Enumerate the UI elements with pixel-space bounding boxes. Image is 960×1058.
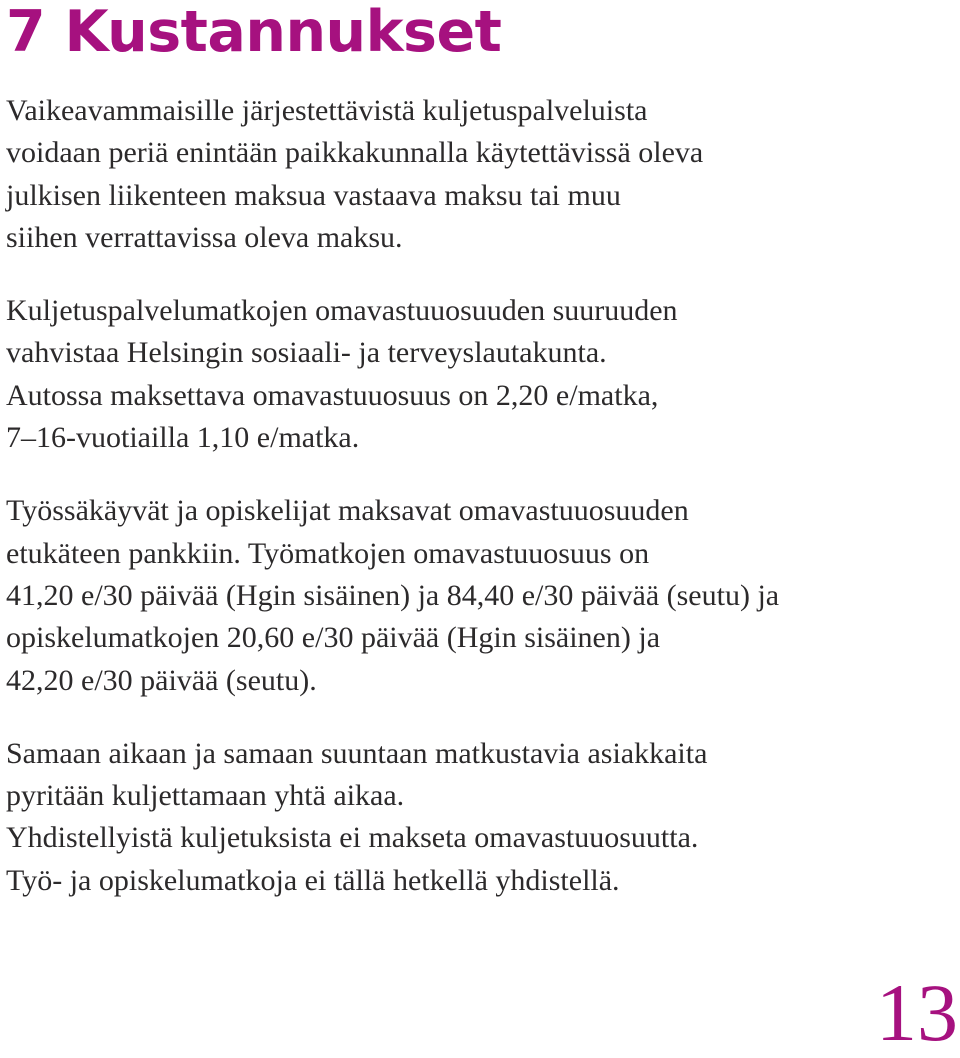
paragraph-line: Samaan aikaan ja samaan suuntaan matkustavia asiakkaita [6, 736, 708, 770]
paragraph-line: Vaikeavammaisille järjestettävistä kuljetuspalveluista [6, 94, 648, 127]
paragraph-line: voidaan periä enintään paikkakunnalla käytettävissä oleva [6, 136, 704, 170]
paragraph-line: Yhdistellyistä kuljetuksista ei makseta omavastuuosuutta. [6, 821, 699, 855]
paragraph-line: Työ- ja opiskelumatkoja ei tällä hetkellä yhdistellä. [6, 863, 620, 897]
page-number: 13 [876, 967, 958, 1058]
paragraph-deductible [6, 290, 954, 459]
paragraph-line: vahvistaa Helsingin sosiaali- ja terveyslautakunta. [6, 336, 607, 370]
page-title: 7 Kustannukset [6, 0, 502, 65]
paragraph-line: Työssäkäyvät ja opiskelijat maksavat omavastuuosuuden [6, 494, 689, 528]
paragraph-fees [6, 90, 954, 259]
paragraph-line: 7–16-vuotiailla 1,10 e/matka. [6, 421, 360, 455]
body-text [6, 90, 954, 933]
paragraph-line: opiskelumatkojen 20,60 e/30 päivää (Hgin sisäinen) ja [6, 621, 661, 655]
paragraph-line: Kuljetuspalvelumatkojen omavastuuosuuden suuruuden [6, 294, 678, 328]
paragraph-line: 41,20 e/30 päivää (Hgin sisäinen) ja 84,40 e/30 päivää (seutu) ja [6, 578, 780, 612]
paragraph-commuters [6, 490, 954, 701]
paragraph-line: julkisen liikenteen maksua vastaava maksu tai muu [6, 178, 621, 212]
paragraph-line: pyritään kuljettamaan yhtä aikaa. [6, 779, 405, 813]
paragraph-line: siihen verrattavissa oleva maksu. [6, 220, 403, 254]
paragraph-line: Autossa maksettava omavastuuosuus on 2,20 e/matka, [6, 378, 659, 412]
paragraph-line: etukäteen pankkiin. Työmatkojen omavastuuosuus on [6, 536, 650, 570]
paragraph-line: 42,20 e/30 päivää (seutu). [6, 663, 317, 697]
paragraph-shared-rides [6, 733, 954, 902]
